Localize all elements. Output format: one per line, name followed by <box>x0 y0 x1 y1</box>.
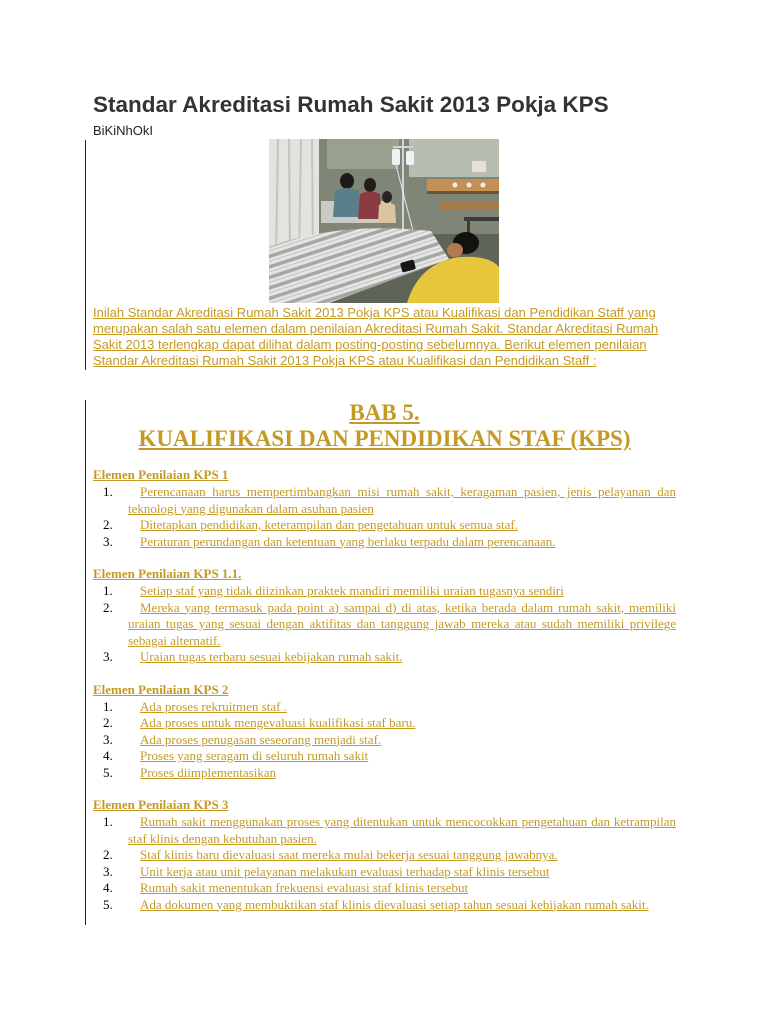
list-item <box>93 583 676 600</box>
section-heading <box>93 682 676 699</box>
chapter-heading <box>93 400 676 452</box>
assessment-elements <box>93 467 676 929</box>
section-kps-1 <box>93 467 676 550</box>
list-item <box>93 864 676 881</box>
item-text[interactable]: Ada proses untuk mengevaluasi kualifikasi staf baru. <box>140 715 416 730</box>
section-heading-link[interactable]: Elemen Penilaian KPS 1.1. <box>93 566 242 581</box>
list-item <box>93 484 676 517</box>
item-number: 1. <box>103 583 113 598</box>
list-item <box>93 732 676 749</box>
item-number: 4. <box>103 880 113 895</box>
item-number: 3. <box>103 533 113 549</box>
left-margin-rule <box>85 400 86 925</box>
author-name: BiKiNhOkI <box>93 123 153 138</box>
element-list <box>93 699 676 782</box>
list-item <box>93 715 676 732</box>
section-kps-1-1 <box>93 566 676 666</box>
section-heading-link[interactable]: Elemen Penilaian KPS 3 <box>93 797 229 812</box>
element-list <box>93 814 676 913</box>
list-item <box>93 847 676 864</box>
section-heading <box>93 566 676 583</box>
item-number: 3. <box>103 863 113 879</box>
item-text[interactable]: Perencanaan harus mempertimbangkan misi rumah sakit, keragaman pasien, jenis pelayanan dan teknologi yang digunakan dalam asuhan pasien <box>128 484 676 516</box>
chapter-number[interactable]: BAB 5. <box>349 400 420 425</box>
item-number: 2. <box>103 599 113 615</box>
list-item <box>93 699 676 716</box>
item-text[interactable]: Unit kerja atau unit pelayanan melakukan evaluasi terhadap staf klinis tersebut <box>140 863 550 879</box>
item-text[interactable]: Mereka yang termasuk pada point a) sampai d) di atas, ketika berada dalam rumah sakit, memiliki uraian tugas yang sesuai dengan aktifitas dan tanggung jawab mereka atau sudah memiliki privilege sebagai alternatif. <box>128 599 676 648</box>
section-kps-3 <box>93 797 676 913</box>
chapter-number-line <box>93 400 676 426</box>
section-heading <box>93 467 676 484</box>
item-text[interactable]: Proses diimplementasikan <box>140 764 277 780</box>
intro-paragraph <box>93 305 665 369</box>
section-kps-2 <box>93 682 676 782</box>
list-item <box>93 534 676 551</box>
item-text[interactable]: Rumah sakit menentukan frekuensi evaluasi staf klinis tersebut <box>140 880 469 895</box>
item-number: 2. <box>103 715 113 730</box>
item-number: 1. <box>103 698 113 714</box>
item-number: 2. <box>103 847 113 862</box>
list-item <box>93 517 676 534</box>
item-number: 3. <box>103 649 113 664</box>
hospital-ward-photo <box>269 139 499 303</box>
item-text[interactable]: Ada proses rekruitmen staf . <box>140 698 287 714</box>
list-item <box>93 897 676 914</box>
list-item <box>93 748 676 765</box>
intro-link[interactable]: Inilah Standar Akreditasi Rumah Sakit 2013 Pokja KPS atau Kualifikasi dan Pendidikan Staff yang merupakan salah satu elemen dalam penilaian Akreditasi Rumah Sakit. Standar Akreditasi Rumah Sakit 2013 terlengkap dapat dilihat dalam posting-posting sebelumnya. Berikut elemen penilaian Standar Akreditasi Rumah Sakit 2013 Pokja KPS atau Kualifikasi dan Pendidikan Staff : <box>93 305 659 368</box>
item-number: 4. <box>103 748 113 763</box>
item-text[interactable]: Ditetapkan pendidikan, keterampilan dan pengetahuan untuk semua staf. <box>140 517 518 532</box>
item-number: 1. <box>103 484 113 499</box>
item-text[interactable]: Staf klinis baru dievaluasi saat mereka mulai bekerja sesuai tanggung jawabnya. <box>140 847 558 862</box>
item-number: 5. <box>103 896 113 912</box>
list-item <box>93 765 676 782</box>
list-item <box>93 880 676 897</box>
item-text[interactable]: Ada proses penugasan seseorang menjadi staf. <box>140 731 382 747</box>
item-number: 2. <box>103 517 113 532</box>
chapter-title[interactable]: KUALIFIKASI DAN PENDIDIKAN STAF (KPS) <box>138 426 631 451</box>
item-text[interactable]: Setiap staf yang tidak diizinkan praktek mandiri memiliki uraian tugasnya sendiri <box>140 583 564 598</box>
photo-image <box>269 139 499 303</box>
item-text[interactable]: Proses yang seragam di seluruh rumah sakit <box>140 748 369 763</box>
list-item <box>93 600 676 650</box>
element-list <box>93 583 676 666</box>
item-number: 3. <box>103 731 113 747</box>
left-margin-rule <box>85 140 86 370</box>
section-heading <box>93 797 676 814</box>
item-text[interactable]: Ada dokumen yang membuktikan staf klinis dievaluasi setiap tahun sesuai kebijakan rumah sakit. <box>140 896 649 912</box>
item-text[interactable]: Peraturan perundangan dan ketentuan yang berlaku terpadu dalam perencanaan. <box>140 533 556 549</box>
element-list <box>93 484 676 550</box>
item-text[interactable]: Uraian tugas terbaru sesuai kebijakan rumah sakit. <box>140 649 403 664</box>
item-text[interactable]: Rumah sakit menggunakan proses yang ditentukan untuk mencocokkan pengetahuan dan ketrampilan staf klinis dengan kebutuhan pasien. <box>128 814 676 846</box>
chapter-title-line <box>93 426 676 452</box>
item-number: 5. <box>103 764 113 780</box>
section-heading-link[interactable]: Elemen Penilaian KPS 2 <box>93 681 229 697</box>
section-heading-link[interactable]: Elemen Penilaian KPS 1 <box>93 467 229 482</box>
list-item <box>93 814 676 847</box>
list-item <box>93 649 676 666</box>
post-title: Standar Akreditasi Rumah Sakit 2013 Pokja KPS <box>93 92 609 117</box>
item-number: 1. <box>103 814 113 829</box>
